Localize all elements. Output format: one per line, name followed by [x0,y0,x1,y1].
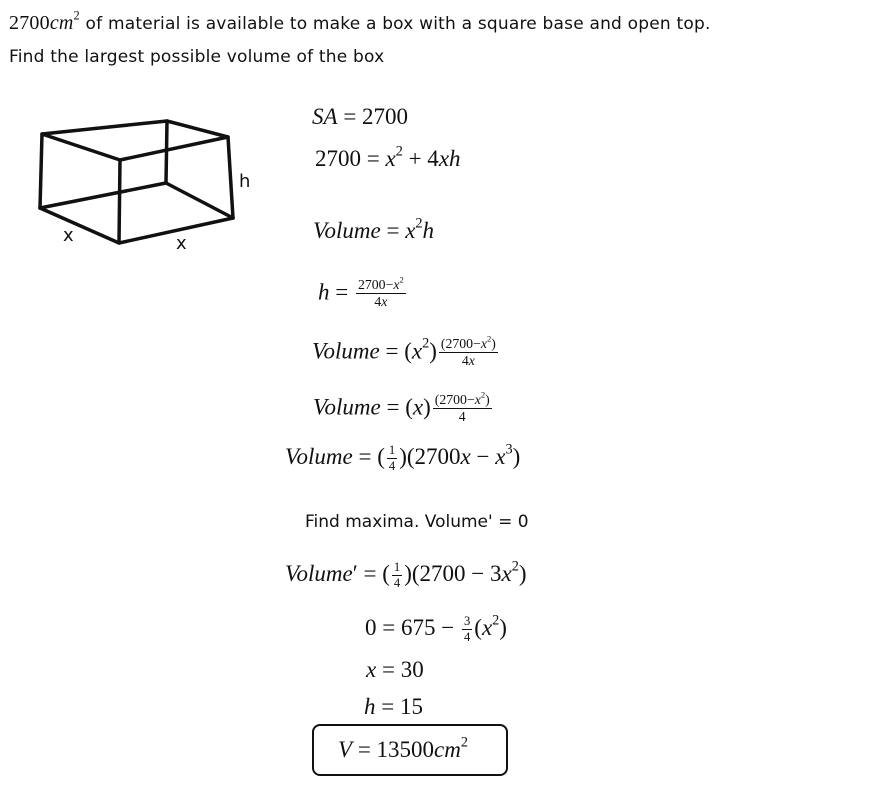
area-value: $2700cm^2$ [9,8,80,34]
find-maxima-note: Find maxima. Volume' = 0 [305,512,529,532]
frac-quarter: $\frac{1}{4}$ [388,443,396,474]
label-x-left: x [63,225,74,246]
box-edge-front-left [40,134,42,208]
problem-line-2: Find the largest possible volume of the box [9,47,385,67]
step-zero: 0 = 675 − $\frac{3}{4}$ $(x^2)$ [365,612,507,645]
box-edge-front-mid [119,160,120,243]
step-x: x = 30 [366,657,424,682]
step-volume-simplify: Volume = (x) $\frac{(2700-x^2)}{4}$ [313,389,490,425]
step-volume-sub: Volume = $(x^2)$ $\frac{(2700-x^2)}{4x}$ [312,333,496,369]
box-top-face [42,121,228,160]
step-derivative: Volume′ = ( $\frac{1}{4}$ )$(2700 - 3x^2)$ [285,558,527,591]
frac-vol-1: $\frac{(2700-x^2)}{4x}$ [440,333,496,369]
answer: $V = 13500cm^2$ [338,734,468,762]
frac-quarter-2: $\frac{1}{4}$ [393,560,401,591]
step-sa: SA = 2700 [312,104,409,129]
problem-text-1: of material is available to make a box with a square base and open top. [79,14,711,34]
box-bottom-back [40,183,233,218]
step-sa-eq: $2700 = x^2 + 4xh$ [315,143,461,171]
step-h: h = 15 [364,694,423,719]
box-edge-back [166,121,167,183]
frac-three-quarters: $\frac{3}{4}$ [463,614,471,645]
frac-h: $\frac{2700-x^2}{4x}$ [357,274,404,310]
box-edge-right [228,137,233,218]
step-volume-cubic: Volume = ( $\frac{1}{4}$ )$(2700x - x^3)$ [285,441,521,474]
frac-vol-2: $\frac{(2700-x^2)}{4}$ [434,389,490,425]
step-h-solve: h = $\frac{2700-x^2}{4x}$ [318,274,404,310]
step-volume-def: Volume = $x^2h$ [313,215,435,243]
label-x-right: x [176,233,187,254]
label-h: h [239,171,251,192]
